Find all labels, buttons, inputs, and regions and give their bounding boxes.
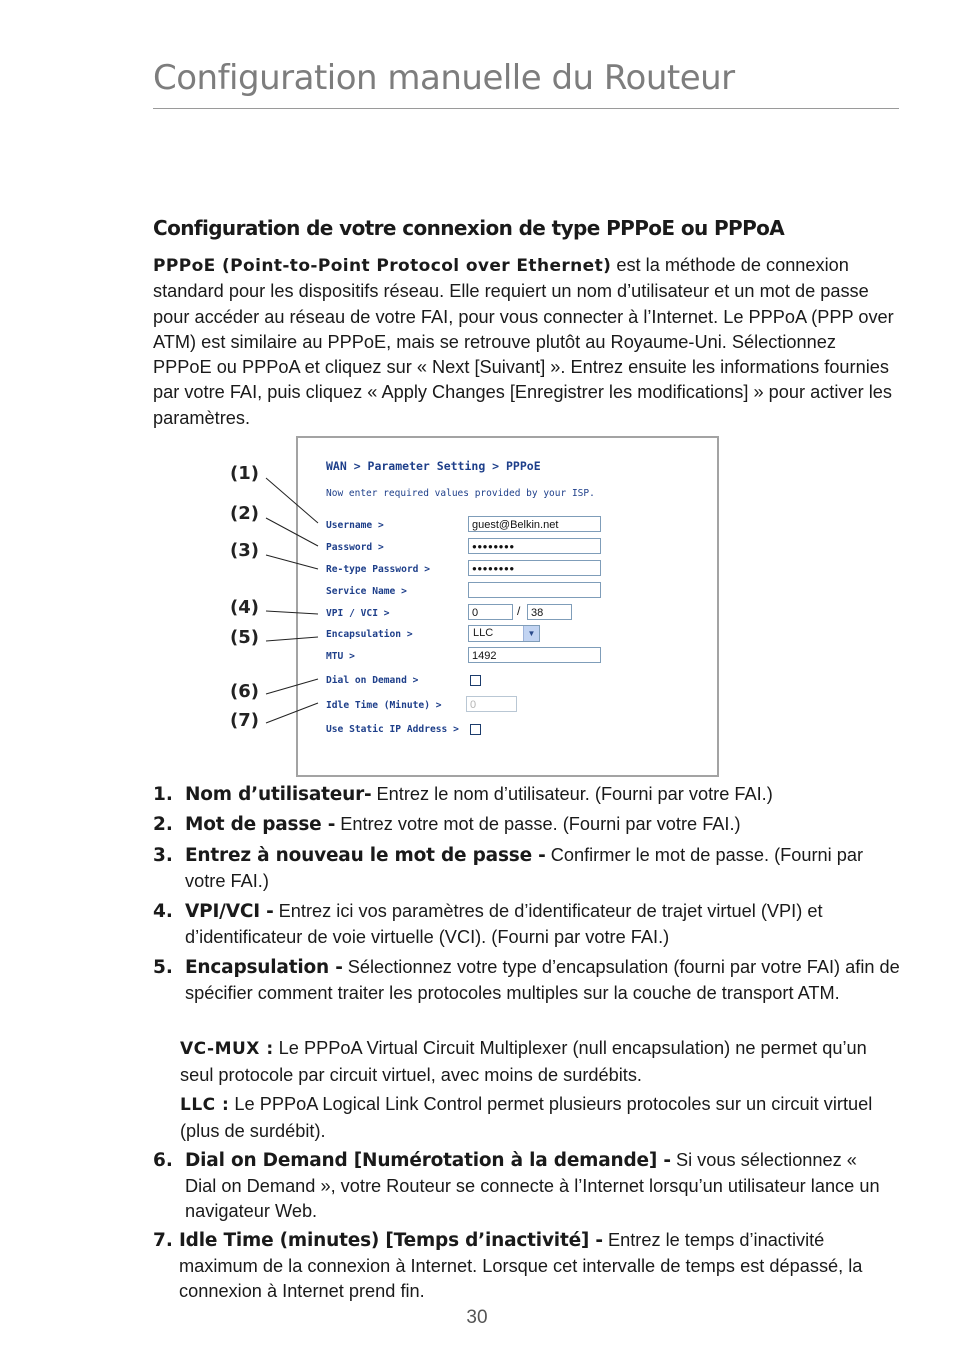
sub-item-term: VC-MUX : [180,1039,274,1059]
list-item-1 [153,782,905,808]
item-term: Dial on Demand [Numérotation à la demande] - [185,1150,671,1171]
section-heading: Configuration de votre connexion de type PPPoE ou PPPoA [153,216,785,240]
item-text: Sélectionnez votre type d’encapsulation (fourni par votre FAI) afin de spécifier comment traiter les protocoles multiples sur la couche de transport ATM. [185,957,900,1003]
list-item-6 [153,1148,890,1225]
item-term: VPI/VCI - [185,901,274,922]
sub-item-vc-mux [180,1036,904,1088]
static-ip-checkbox[interactable] [470,724,481,735]
list-item-2 [153,812,905,838]
list-item-7 [153,1228,889,1305]
item-number: 2. [153,814,173,835]
item-text: Entrez votre mot de passe. (Fourni par votre FAI.) [335,814,741,834]
mtu-label: MTU > [326,651,355,662]
retype-password-label: Re-type Password > [326,564,430,575]
intro-body: est la méthode de connexion standard pour les dispositifs réseau. Elle requiert un nom d’utilisateur et un mot de passe pour accéder au réseau de votre FAI, pour vous connecter à l’Internet. Le PPPoA (PPP over ATM) est similaire au PPPoE, mais se retrouve plutôt au Royaume-Uni. Sélectionnez PPPoE ou PPPoA et cliquez sur « Next [Suivant] ». Entrez ensuite les informations fournies par votre FAI, puis cliquez « Apply Changes [Enregistrer les modifications] » pour activer les paramètres. [153,255,894,428]
item-number: 4. [153,901,173,922]
callout-5: (5) [230,627,259,648]
item-term: Mot de passe - [185,814,336,835]
sub-item-term: LLC : [180,1095,230,1115]
encapsulation-value: LLC [473,627,494,639]
figure-instruction: Now enter required values provided by your ISP. [326,488,595,499]
list-item-3 [153,843,897,894]
password-field[interactable]: ●●●●●●●● [468,538,601,554]
vpi-vci-label: VPI / VCI > [326,608,390,619]
item-number: 6. [153,1150,173,1171]
sub-item-text: Le PPPoA Virtual Circuit Multiplexer (null encapsulation) ne permet qu’un seul protocole par circuit virtuel, avec moins de surdébits. [180,1038,867,1085]
callout-7: (7) [230,710,259,731]
service-name-field[interactable] [468,582,601,598]
callout-4: (4) [230,597,259,618]
encapsulation-select[interactable] [468,625,540,642]
vci-field[interactable]: 38 [527,604,572,620]
item-term: Encapsulation - [185,957,343,978]
chevron-down-icon[interactable]: ▼ [523,626,539,641]
username-label: Username > [326,520,384,531]
username-field[interactable]: guest@Belkin.net [468,516,601,532]
callout-3: (3) [230,540,259,561]
item-text: Entrez le nom d’utilisateur. (Fourni par votre FAI.) [371,784,773,804]
encapsulation-label: Encapsulation > [326,629,413,640]
item-number: 3. [153,845,173,866]
mtu-field[interactable]: 1492 [468,647,601,663]
item-text: Entrez le temps d’inactivité maximum de la connexion à Internet. Lorsque cet intervalle de temps est dépassé, la connexion à Internet prend fin. [179,1230,863,1301]
sub-item-llc [180,1092,912,1144]
callout-1: (1) [230,463,259,484]
callout-2: (2) [230,503,259,524]
list-item-5 [153,955,905,1006]
sub-item-text: Le PPPoA Logical Link Control permet plusieurs protocoles sur un circuit virtuel (plus de surdébit). [180,1094,873,1141]
idle-time-field[interactable]: 0 [466,696,517,712]
page-title: Configuration manuelle du Routeur [153,58,899,109]
item-text: Si vous sélectionnez « Dial on Demand », votre Routeur se connecte à l’Internet lorsqu’un utilisateur lance un navigateur Web. [185,1150,880,1221]
figure-breadcrumb: WAN > Parameter Setting > PPPoE [326,459,541,473]
intro-lead: PPPoE (Point-to-Point Protocol over Ethernet) [153,256,612,276]
item-text: Entrez ici vos paramètres de d’identificateur de trajet virtuel (VPI) et d’identificateur de voie virtuelle (VCI). (Fourni par votre FAI.) [185,901,823,947]
vpi-vci-separator: / [517,604,521,618]
router-screenshot [296,436,719,777]
item-number: 7. [153,1230,173,1251]
vpi-field[interactable]: 0 [468,604,513,620]
page-number: 30 [466,1307,488,1328]
intro-paragraph [153,253,898,431]
item-term: Idle Time (minutes) [Temps d’inactivité] - [179,1230,603,1251]
list-item-4 [153,899,905,950]
item-number: 1. [153,784,173,805]
item-text: Confirmer le mot de passe. (Fourni par votre FAI.) [185,845,864,891]
service-name-label: Service Name > [326,586,407,597]
callout-6: (6) [230,681,259,702]
item-term: Entrez à nouveau le mot de passe - [185,845,546,866]
item-number: 5. [153,957,173,978]
item-term: Nom d’utilisateur- [185,784,372,805]
idle-time-label: Idle Time (Minute) > [326,700,442,711]
dial-on-demand-label: Dial on Demand > [326,675,419,686]
dial-on-demand-checkbox[interactable] [470,675,481,686]
static-ip-label: Use Static IP Address > [326,724,459,735]
retype-password-field[interactable]: ●●●●●●●● [468,560,601,576]
password-label: Password > [326,542,384,553]
